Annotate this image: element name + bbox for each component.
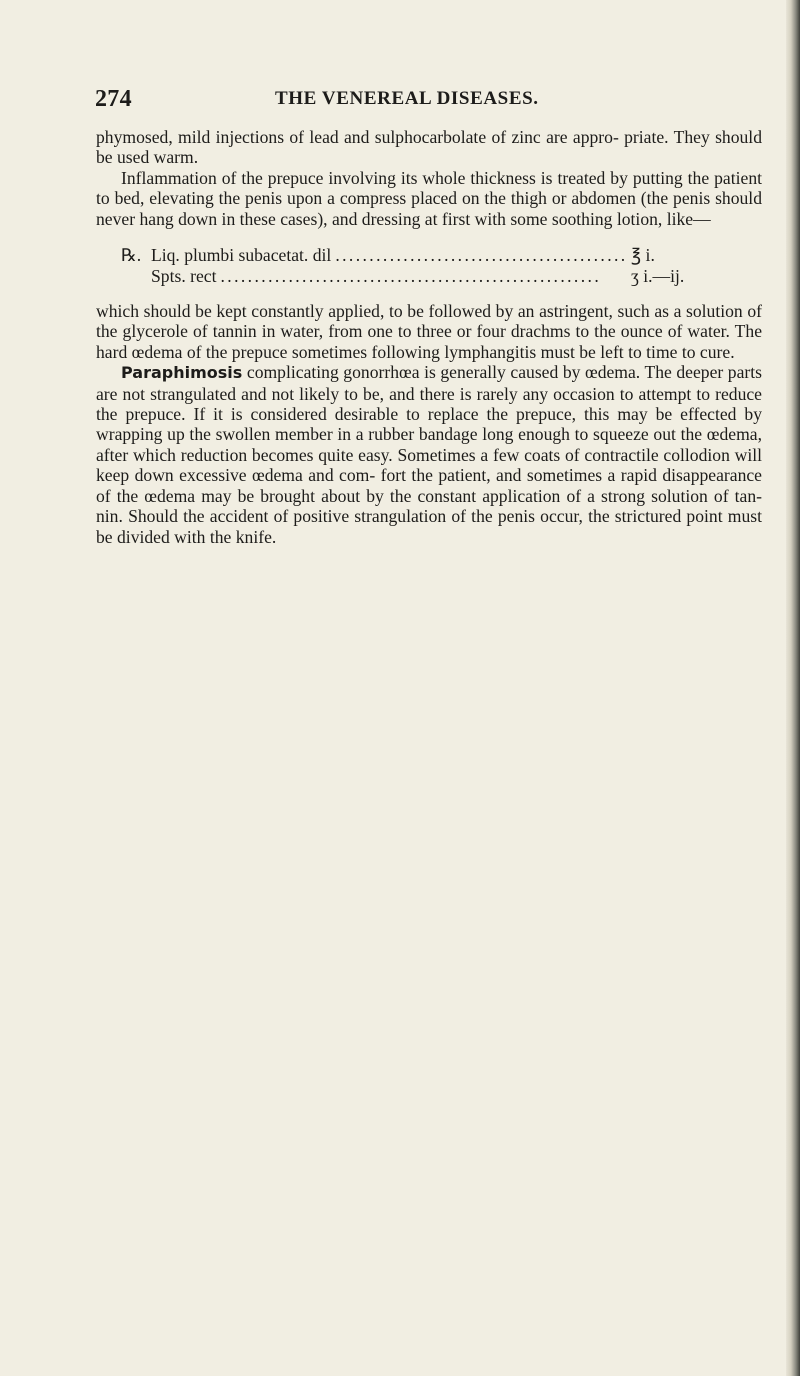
body-text <box>96 127 762 547</box>
binding-edge-shadow <box>786 0 800 1376</box>
paragraph-inflammation: Inflammation of the prepuce involving its whole thickness is treated by putting the patient to bed, elevating the penis upon a compress placed on the thigh or abdomen (the penis should never hang down in these cases), and dressing at first with some soothing lotion, like— <box>96 167 762 229</box>
prescription <box>121 245 689 287</box>
page-number: 274 <box>95 86 132 112</box>
prescription-quantity: ℥ i. <box>631 245 655 266</box>
paragraph-astringent: which should be kept constantly applied, to be followed by an astringent, such as a solution of the glycerole of tannin in water, from one to three or four drachms to the ounce of water. The hard œdema of the prepuce sometimes following lymphangitis must be left to time to cure. <box>96 301 762 362</box>
dot-leader <box>335 245 627 266</box>
dot-leader <box>220 266 627 287</box>
paragraph-paraphimosis-text: complicating gonorrhœa is generally caused by œdema. The deeper parts are not strangulated and not likely to be, and there is rarely any occasion to attempt to reduce the prepuce. If it is considered desirable to replace the prepuce, this may be effected by wrapping up the swollen member in a rubber bandage long enough to squeeze out the œdema, after which reduction becomes quite easy. Sometimes a few coats of contractile collodion will keep down excessive œdema and com- fort the patient, and sometimes a rapid disappearance of the œdema may be brought about by the constant application of a strong solution of tan- nin. Should the accident of positive strangulation of the penis occur, the strictured point must be divided with the knife. <box>96 362 763 547</box>
prescription-ingredient: Liq. plumbi subacetat. dil <box>151 245 332 266</box>
section-term: Paraphimosis <box>121 363 243 383</box>
running-title: THE VENEREAL DISEASES. <box>275 88 539 109</box>
paragraph-paraphimosis <box>96 362 762 547</box>
running-head <box>95 86 695 116</box>
prescription-ingredient: Spts. rect <box>151 266 217 287</box>
prescription-line <box>121 266 689 287</box>
paragraph-continuation: phymosed, mild injections of lead and sulphocarbolate of zinc are appro- priate. They should be used warm. <box>96 127 762 168</box>
recipe-symbol: ℞. <box>121 245 142 266</box>
prescription-quantity: ʒ i.—ij. <box>631 266 685 287</box>
prescription-line <box>121 245 689 266</box>
